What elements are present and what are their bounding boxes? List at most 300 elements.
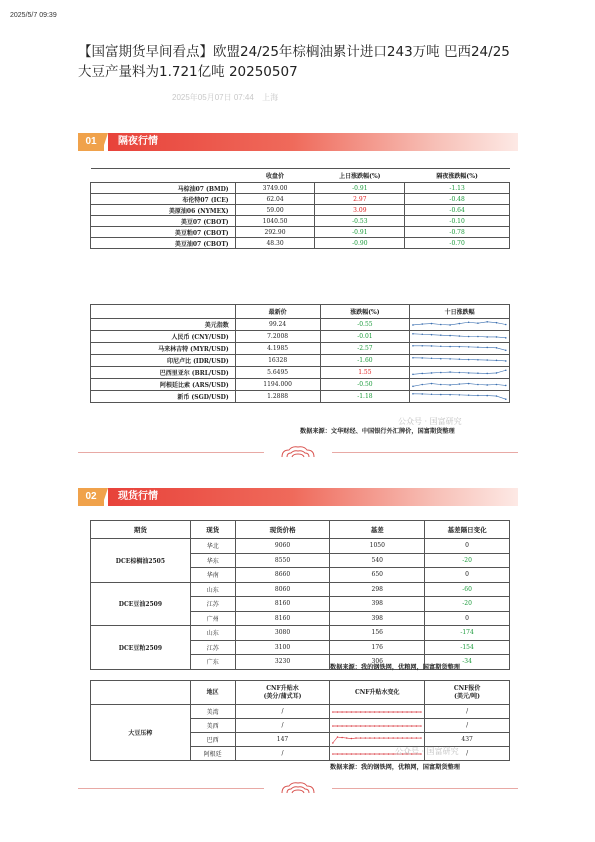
fx-trend — [410, 319, 510, 331]
cnf-premium: / — [235, 705, 330, 719]
sparkline-point — [412, 324, 414, 326]
sparkline-point — [384, 737, 385, 739]
sparkline-point — [384, 725, 385, 727]
sparkline-point — [421, 711, 422, 713]
sparkline-point — [374, 737, 375, 739]
sparkline-point — [360, 737, 361, 739]
sparkline-point — [365, 737, 366, 739]
sparkline-point — [370, 737, 371, 739]
cnf-quote: 437 — [425, 733, 510, 747]
sparkline-point — [337, 736, 338, 738]
cnf-region: 美湾 — [190, 705, 235, 719]
spot-basis: 176 — [330, 640, 425, 655]
fx-source: 数据来源：文华财经、中国银行外汇牌价，国富期货整理 — [300, 428, 455, 435]
sparkline-point — [346, 753, 347, 755]
sparkline-point — [412, 386, 414, 388]
sparkline-point — [422, 393, 424, 395]
sparkline-point — [342, 736, 343, 738]
futures-prev-change: -0.91 — [315, 183, 405, 194]
spot-header-row — [91, 521, 510, 539]
futures-row — [91, 205, 510, 216]
futures-night-change: -0.64 — [405, 205, 510, 216]
fx-header-price: 最新价 — [235, 305, 320, 319]
sparkline-point — [416, 725, 417, 727]
sparkline-point — [374, 725, 375, 727]
spot-header-basis: 基差 — [330, 521, 425, 539]
sparkline-point — [393, 737, 394, 739]
fx-trend — [410, 343, 510, 355]
trend-sparkline — [330, 734, 424, 746]
fx-change: -1.60 — [320, 355, 410, 367]
sparkline-point — [459, 394, 461, 396]
spot-table — [90, 520, 510, 670]
sparkline-point — [431, 393, 433, 395]
futures-name: 美豆07 (CBOT) — [91, 216, 236, 227]
fx-header-change: 涨跌幅(%) — [320, 305, 410, 319]
spot-region: 广东 — [190, 655, 235, 670]
sparkline-point — [431, 345, 433, 347]
fx-change: -2.57 — [320, 343, 410, 355]
sparkline-point — [468, 394, 470, 396]
cnf-quote: / — [425, 705, 510, 719]
sparkline-point — [393, 753, 394, 755]
fx-trend — [410, 379, 510, 391]
sparkline-point — [450, 358, 452, 360]
cnf-premium-trend — [330, 705, 425, 719]
sparkline-point — [356, 711, 357, 713]
fx-change: -0.55 — [320, 319, 410, 331]
spot-region: 山东 — [190, 626, 235, 641]
cnf-region: 美西 — [190, 719, 235, 733]
sparkline-point — [342, 725, 343, 727]
fx-name: 巴西里亚尔 (BRL/USD) — [91, 367, 236, 379]
sparkline-point — [407, 725, 408, 727]
fx-header-row — [91, 305, 510, 319]
fx-price: 1.2888 — [235, 391, 320, 403]
spot-basis-change: -60 — [425, 582, 510, 597]
spot-basis-change: 0 — [425, 611, 510, 626]
sparkline-point — [440, 324, 442, 326]
sparkline-point — [365, 725, 366, 727]
sparkline-point — [360, 753, 361, 755]
futures-body — [91, 183, 510, 249]
sparkline-point — [333, 753, 334, 755]
sparkline-point — [384, 753, 385, 755]
futures-row — [91, 183, 510, 194]
cnf-region: 巴西 — [190, 733, 235, 747]
trend-sparkline — [410, 391, 509, 402]
spot-basis-change: 0 — [425, 539, 510, 554]
sparkline-point — [496, 322, 498, 324]
sparkline-point — [440, 394, 442, 396]
sparkline-point — [402, 725, 403, 727]
sparkline-point — [342, 711, 343, 713]
spot-region: 江苏 — [190, 640, 235, 655]
sparkline-point — [450, 394, 452, 396]
sparkline-point — [351, 737, 352, 739]
sparkline-point — [422, 345, 424, 347]
cnf-source: 数据来源：我的钢铁网，优粮网，国富期货整理 — [330, 764, 460, 771]
spot-basis: 650 — [330, 568, 425, 583]
futures-row — [91, 227, 510, 238]
section-number: 01 — [78, 133, 104, 151]
fx-change: 1.55 — [320, 367, 410, 379]
article-date: 2025年05月07日 07:44 — [172, 93, 254, 102]
spot-basis: 398 — [330, 597, 425, 612]
spot-row — [91, 539, 510, 554]
sparkline-point — [477, 395, 479, 397]
fx-body — [91, 319, 510, 403]
article-location: 上海 — [262, 93, 279, 102]
futures-prev-change: 3.09 — [315, 205, 405, 216]
fx-row — [91, 343, 510, 355]
spot-body — [91, 539, 510, 670]
sparkline-point — [459, 358, 461, 360]
sparkline-point — [421, 725, 422, 727]
sparkline-point — [402, 737, 403, 739]
sparkline-point — [388, 737, 389, 739]
sparkline-point — [487, 336, 489, 338]
sparkline-point — [450, 371, 452, 373]
cloud-ornament-icon — [278, 446, 318, 458]
sparkline-point — [356, 737, 357, 739]
sparkline-point — [477, 359, 479, 361]
cnf-header-region: 地区 — [190, 681, 235, 705]
fx-name: 马来林吉特 (MYR/USD) — [91, 343, 236, 355]
sparkline-point — [505, 369, 507, 371]
article-title: 【国富期货早间看点】欧盟24/25年棕榈油累计进口243万吨 巴西24/25大豆产量料为1.721亿吨 20250507 — [78, 44, 510, 80]
sparkline-point — [398, 711, 399, 713]
cnf-premium-trend — [330, 719, 425, 733]
futures-close: 1040.50 — [235, 216, 315, 227]
sparkline-point — [398, 737, 399, 739]
cnf-header-premium-title: CNF升贴水 — [266, 684, 299, 692]
futures-row — [91, 238, 510, 249]
spot-basis-change: -34 — [425, 655, 510, 670]
sparkline-point — [356, 753, 357, 755]
fx-price: 1194.000 — [235, 379, 320, 391]
sparkline-point — [440, 358, 442, 360]
cnf-header-premium — [235, 681, 330, 705]
sparkline-point — [370, 753, 371, 755]
sparkline-point — [360, 725, 361, 727]
fx-name: 阿根廷比索 (ARS/USD) — [91, 379, 236, 391]
sparkline-point — [487, 347, 489, 349]
sparkline-point — [422, 357, 424, 359]
futures-name: 美豆油07 (CBOT) — [91, 238, 236, 249]
spot-region: 华东 — [190, 553, 235, 568]
sparkline-point — [459, 335, 461, 337]
section-header-overnight — [78, 133, 518, 151]
sparkline-point — [416, 711, 417, 713]
sparkline-point — [333, 742, 334, 744]
sparkline-point — [379, 725, 380, 727]
cnf-premium-trend — [330, 733, 425, 747]
sparkline-point — [356, 725, 357, 727]
sparkline-point — [440, 384, 442, 386]
trend-sparkline — [410, 331, 509, 342]
sparkline-point — [477, 372, 479, 374]
spot-header-basis-change: 基差隔日变化 — [425, 521, 510, 539]
spot-row — [91, 626, 510, 641]
sparkline-point — [407, 737, 408, 739]
spot-price: 9060 — [235, 539, 330, 554]
spot-region: 华南 — [190, 568, 235, 583]
futures-name: 美豆粕07 (CBOT) — [91, 227, 236, 238]
sparkline-point — [431, 334, 433, 336]
sparkline-point — [477, 384, 479, 386]
spot-group-name: DCE豆油2509 — [91, 582, 191, 626]
sparkline-point — [477, 322, 479, 324]
sparkline-point — [505, 337, 507, 339]
fx-price: 16328 — [235, 355, 320, 367]
spot-region: 华北 — [190, 539, 235, 554]
sparkline-point — [416, 737, 417, 739]
futures-row — [91, 194, 510, 205]
futures-night-change: -0.10 — [405, 216, 510, 227]
sparkline-point — [379, 711, 380, 713]
spot-header-futures: 期货 — [91, 521, 191, 539]
sparkline-point — [468, 372, 470, 374]
futures-prev-change: 2.97 — [315, 194, 405, 205]
sparkline-point — [411, 737, 412, 739]
fx-price: 99.24 — [235, 319, 320, 331]
spot-basis: 156 — [330, 626, 425, 641]
sparkline-point — [422, 333, 424, 335]
cnf-header-quote-unit: (美元/吨) — [454, 692, 481, 700]
spot-region: 山东 — [190, 582, 235, 597]
sparkline-point — [431, 323, 433, 325]
cnf-group-name: 大豆压榨 — [91, 705, 191, 761]
futures-header-row — [91, 169, 510, 183]
sparkline-point — [468, 321, 470, 323]
sparkline-point — [374, 711, 375, 713]
print-timestamp: 2025/5/7 09:39 — [10, 12, 57, 19]
futures-prev-change: -0.53 — [315, 216, 405, 227]
spot-basis-change: -174 — [425, 626, 510, 641]
sparkline-point — [402, 711, 403, 713]
fx-row — [91, 331, 510, 343]
spot-price: 8660 — [235, 568, 330, 583]
spot-group-name: DCE豆粕2509 — [91, 626, 191, 670]
futures-row — [91, 216, 510, 227]
trend-sparkline — [410, 319, 509, 330]
futures-header-night-change: 隔夜涨跌幅(%) — [405, 169, 510, 183]
sparkline-point — [440, 345, 442, 347]
sparkline-point — [379, 737, 380, 739]
sparkline-point — [450, 335, 452, 337]
cnf-header-quote — [425, 681, 510, 705]
sparkline-point — [496, 372, 498, 374]
cnf-header-premium-unit: (美分/蒲式耳) — [263, 692, 302, 700]
sparkline-point — [450, 384, 452, 386]
sparkline-point — [412, 345, 414, 347]
spot-region: 广州 — [190, 611, 235, 626]
spot-basis: 1050 — [330, 539, 425, 554]
sparkline-point — [411, 725, 412, 727]
futures-night-change: -0.48 — [405, 194, 510, 205]
article-meta — [172, 92, 284, 103]
sparkline-point — [422, 323, 424, 325]
cnf-quote: / — [425, 747, 510, 761]
fx-name: 印尼卢比 (IDR/USD) — [91, 355, 236, 367]
fx-name: 新币 (SGD/USD) — [91, 391, 236, 403]
spot-region: 江苏 — [190, 597, 235, 612]
sparkline-point — [365, 753, 366, 755]
sparkline-point — [370, 725, 371, 727]
sparkline-point — [459, 372, 461, 374]
sparkline-point — [374, 753, 375, 755]
sparkline-point — [337, 711, 338, 713]
sparkline-point — [440, 372, 442, 374]
sparkline-point — [487, 395, 489, 397]
watermark-overlay-1: 公众号 · 国富研究 — [398, 417, 462, 426]
trend-sparkline — [330, 720, 424, 732]
fx-price: 4.1985 — [235, 343, 320, 355]
futures-name: 美原油06 (NYMEX) — [91, 205, 236, 216]
fx-trend — [410, 367, 510, 379]
fx-trend — [410, 331, 510, 343]
sparkline-point — [412, 374, 414, 376]
spot-price: 3230 — [235, 655, 330, 670]
spot-basis: 298 — [330, 582, 425, 597]
fx-row — [91, 355, 510, 367]
futures-close: 3749.00 — [235, 183, 315, 194]
section-header-spot — [78, 488, 518, 506]
futures-name: 布伦特07 (ICE) — [91, 194, 236, 205]
trend-sparkline — [410, 343, 509, 354]
fx-row — [91, 367, 510, 379]
watermark-overlay-2: 公众号 · 国富研究 — [395, 747, 459, 756]
section-label: 现货行情 — [118, 491, 158, 502]
trend-sparkline — [410, 367, 509, 378]
sparkline-point — [333, 711, 334, 713]
sparkline-point — [496, 395, 498, 397]
fx-price: 7.2008 — [235, 331, 320, 343]
fx-row — [91, 391, 510, 403]
sparkline-point — [407, 711, 408, 713]
spot-header-region: 现货 — [190, 521, 235, 539]
sparkline-point — [421, 737, 422, 739]
sparkline-point — [487, 384, 489, 386]
sparkline-point — [333, 725, 334, 727]
sparkline-point — [440, 334, 442, 336]
spot-price: 8060 — [235, 582, 330, 597]
sparkline-point — [477, 346, 479, 348]
sparkline-point — [468, 336, 470, 338]
spot-basis: 540 — [330, 553, 425, 568]
divider-line-right — [332, 452, 518, 453]
sparkline-point — [365, 711, 366, 713]
fx-row — [91, 319, 510, 331]
spot-price: 8160 — [235, 611, 330, 626]
sparkline-point — [450, 324, 452, 326]
spot-source: 数据来源：我的钢铁网，优粮网，国富期货整理 — [330, 664, 460, 671]
sparkline-point — [496, 384, 498, 386]
sparkline-point — [337, 753, 338, 755]
sparkline-point — [459, 346, 461, 348]
sparkline-point — [412, 393, 414, 395]
sparkline-point — [411, 711, 412, 713]
spot-basis-change: -154 — [425, 640, 510, 655]
sparkline-point — [388, 711, 389, 713]
spot-price: 8550 — [235, 553, 330, 568]
spot-basis-change: -20 — [425, 553, 510, 568]
sparkline-point — [431, 357, 433, 359]
spot-group-name: DCE棕榈油2505 — [91, 539, 191, 583]
fx-trend — [410, 391, 510, 403]
sparkline-point — [422, 384, 424, 386]
divider-line-left — [78, 452, 264, 453]
futures-header-blank — [91, 169, 236, 183]
spot-basis: 398 — [330, 611, 425, 626]
sparkline-point — [422, 373, 424, 375]
divider-line-left — [78, 788, 264, 789]
sparkline-point — [468, 346, 470, 348]
section-divider-1 — [78, 446, 518, 458]
sparkline-point — [398, 725, 399, 727]
sparkline-path — [333, 737, 421, 743]
spot-row — [91, 582, 510, 597]
cnf-premium: / — [235, 747, 330, 761]
cnf-row — [91, 705, 510, 719]
sparkline-point — [468, 359, 470, 361]
section-label-background — [108, 133, 518, 151]
fx-header-trend: 十日涨跌幅 — [410, 305, 510, 319]
sparkline-point — [346, 711, 347, 713]
spot-basis-change: 0 — [425, 568, 510, 583]
cnf-header-quote-title: CNF报价 — [453, 684, 481, 692]
section-number: 02 — [78, 488, 104, 506]
cnf-header-premium-change: CNF升贴水变化 — [330, 681, 425, 705]
sparkline-point — [487, 321, 489, 323]
cnf-header-blank — [91, 681, 191, 705]
sparkline-point — [505, 324, 507, 326]
sparkline-point — [351, 753, 352, 755]
fx-name: 人民币 (CNY/USD) — [91, 331, 236, 343]
futures-prev-change: -0.91 — [315, 227, 405, 238]
spot-price: 3080 — [235, 626, 330, 641]
futures-close: 62.04 — [235, 194, 315, 205]
sparkline-point — [337, 725, 338, 727]
sparkline-point — [496, 360, 498, 362]
fx-change: -0.50 — [320, 379, 410, 391]
divider-line-right — [332, 788, 518, 789]
sparkline-point — [505, 398, 507, 400]
futures-night-change: -0.70 — [405, 238, 510, 249]
cloud-ornament-icon — [278, 782, 318, 794]
sparkline-point — [459, 323, 461, 325]
sparkline-point — [450, 346, 452, 348]
sparkline-point — [388, 753, 389, 755]
sparkline-point — [505, 360, 507, 362]
trend-sparkline — [410, 355, 509, 366]
cnf-region: 阿根廷 — [190, 747, 235, 761]
spot-basis: 306 — [330, 655, 425, 670]
futures-night-change: -1.13 — [405, 183, 510, 194]
futures-header-close: 收盘价 — [235, 169, 315, 183]
fx-name: 美元指数 — [91, 319, 236, 331]
section-label-background — [108, 488, 518, 506]
futures-name: 马棕油07 (BMD) — [91, 183, 236, 194]
cnf-quote: / — [425, 719, 510, 733]
spot-header-price: 现货价格 — [235, 521, 330, 539]
fx-header-blank — [91, 305, 236, 319]
futures-night-change: -0.78 — [405, 227, 510, 238]
spot-price: 8160 — [235, 597, 330, 612]
cnf-premium: 147 — [235, 733, 330, 747]
sparkline-point — [459, 383, 461, 385]
